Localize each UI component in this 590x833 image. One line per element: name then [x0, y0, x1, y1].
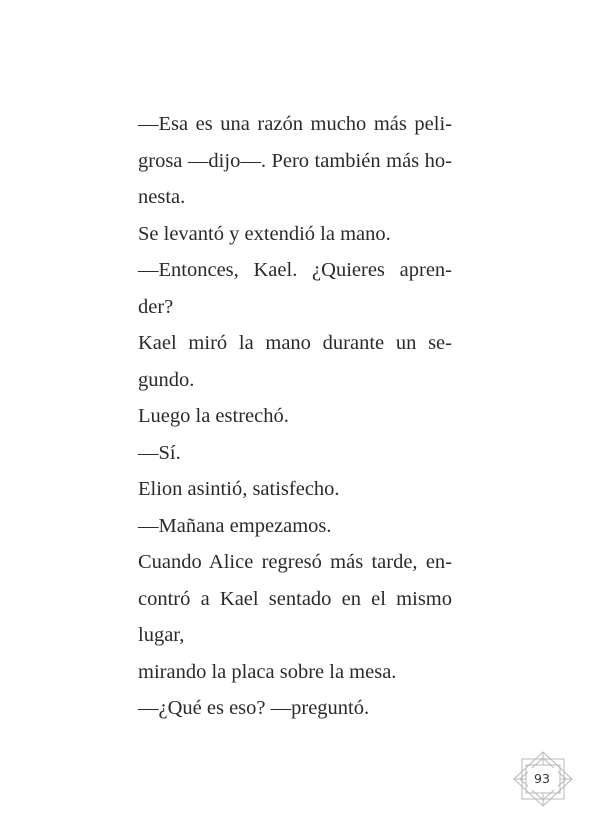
text-line: nesta. [138, 186, 186, 208]
text-line: Luego la estrechó. [138, 405, 289, 427]
text-line: —Sí. [138, 441, 181, 464]
paragraph-10 [138, 690, 452, 727]
text-line: Elion asintió, satisfecho. [138, 478, 340, 500]
paragraph-4 [138, 325, 452, 398]
body-text [138, 106, 452, 727]
paragraph-6 [138, 435, 452, 472]
page-number: 93 [534, 770, 550, 786]
paragraph-8 [138, 508, 452, 545]
paragraph-9 [138, 544, 452, 690]
text-line: Kael miró la mano durante un se- [138, 332, 452, 354]
text-line: gundo. [138, 368, 195, 391]
text-line: contró a Kael sentado en el mismo lugar, [138, 587, 452, 646]
text-line: —¿Qué es eso? —preguntó. [138, 697, 370, 719]
text-line: —Esa es una razón mucho más peli- [138, 113, 452, 135]
paragraph-7 [138, 471, 452, 508]
paragraph-1 [138, 106, 452, 216]
text-line: grosa —dijo—. Pero también más ho- [138, 149, 452, 172]
paragraph-3 [138, 252, 452, 325]
text-line: —Entonces, Kael. ¿Quieres apren- [138, 259, 452, 281]
text-line: Se levantó y extendió la mano. [138, 222, 391, 245]
text-line: der? [138, 295, 174, 318]
text-line: —Mañana empezamos. [138, 514, 332, 537]
paragraph-5 [138, 398, 452, 435]
text-line: mirando la placa sobre la mesa. [138, 660, 397, 683]
paragraph-2 [138, 216, 452, 253]
text-line: Cuando Alice regresó más tarde, en- [138, 551, 452, 573]
